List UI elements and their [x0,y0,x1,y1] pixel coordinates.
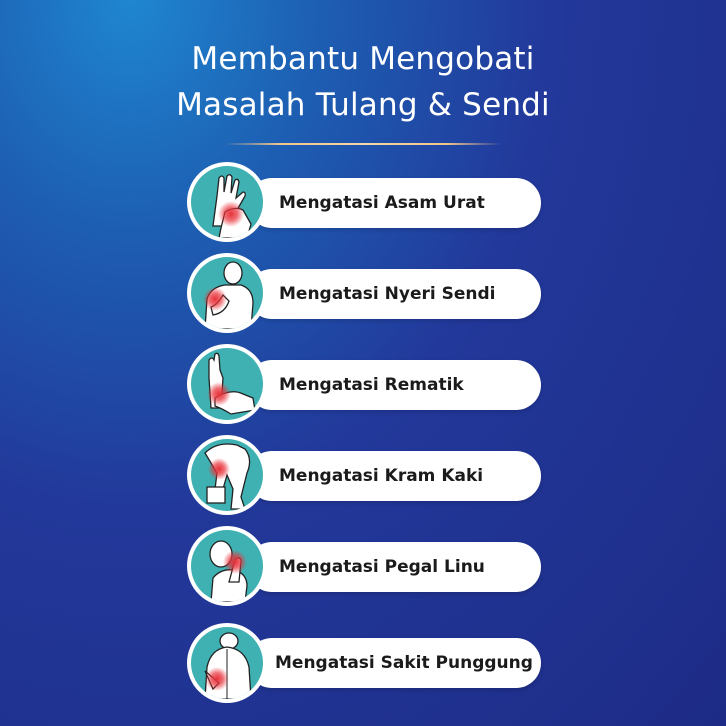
benefit-label: Mengatasi Nyeri Sendi [279,284,496,304]
benefit-item-asam-urat [187,162,541,242]
benefit-pill [247,542,541,592]
benefit-pill [247,178,541,228]
benefit-item-rematik [187,344,541,424]
benefit-label: Mengatasi Kram Kaki [279,466,484,486]
benefit-item-kram-kaki [187,435,541,515]
benefit-pill [247,451,541,501]
benefit-pill [247,269,541,319]
neck-pain-icon [191,530,263,602]
benefit-label: Mengatasi Rematik [279,375,464,395]
benefit-label: Mengatasi Pegal Linu [279,557,485,577]
benefit-badge [187,253,267,333]
title-line-1: Membantu Mengobati [191,41,535,77]
page-title [0,36,726,128]
benefit-badge [187,344,267,424]
back-pain-icon [191,627,263,699]
benefit-badge [187,526,267,606]
benefit-item-pegal-linu [187,526,541,606]
arm-pain-icon [191,348,263,420]
benefit-badge [187,623,267,703]
leg-cramp-icon [191,439,263,511]
benefit-label: Mengatasi Sakit Punggung [275,653,533,673]
benefit-badge [187,435,267,515]
benefit-item-sakit-punggung [187,623,541,703]
benefit-pill [247,638,541,688]
wrist-pain-icon [191,166,263,238]
shoulder-pain-icon [191,257,263,329]
benefit-pill [247,360,541,410]
benefit-label: Mengatasi Asam Urat [279,193,485,213]
benefit-item-nyeri-sendi [187,253,541,333]
benefit-badge [187,162,267,242]
title-divider [225,143,501,145]
title-line-2: Masalah Tulang & Sendi [176,87,550,123]
